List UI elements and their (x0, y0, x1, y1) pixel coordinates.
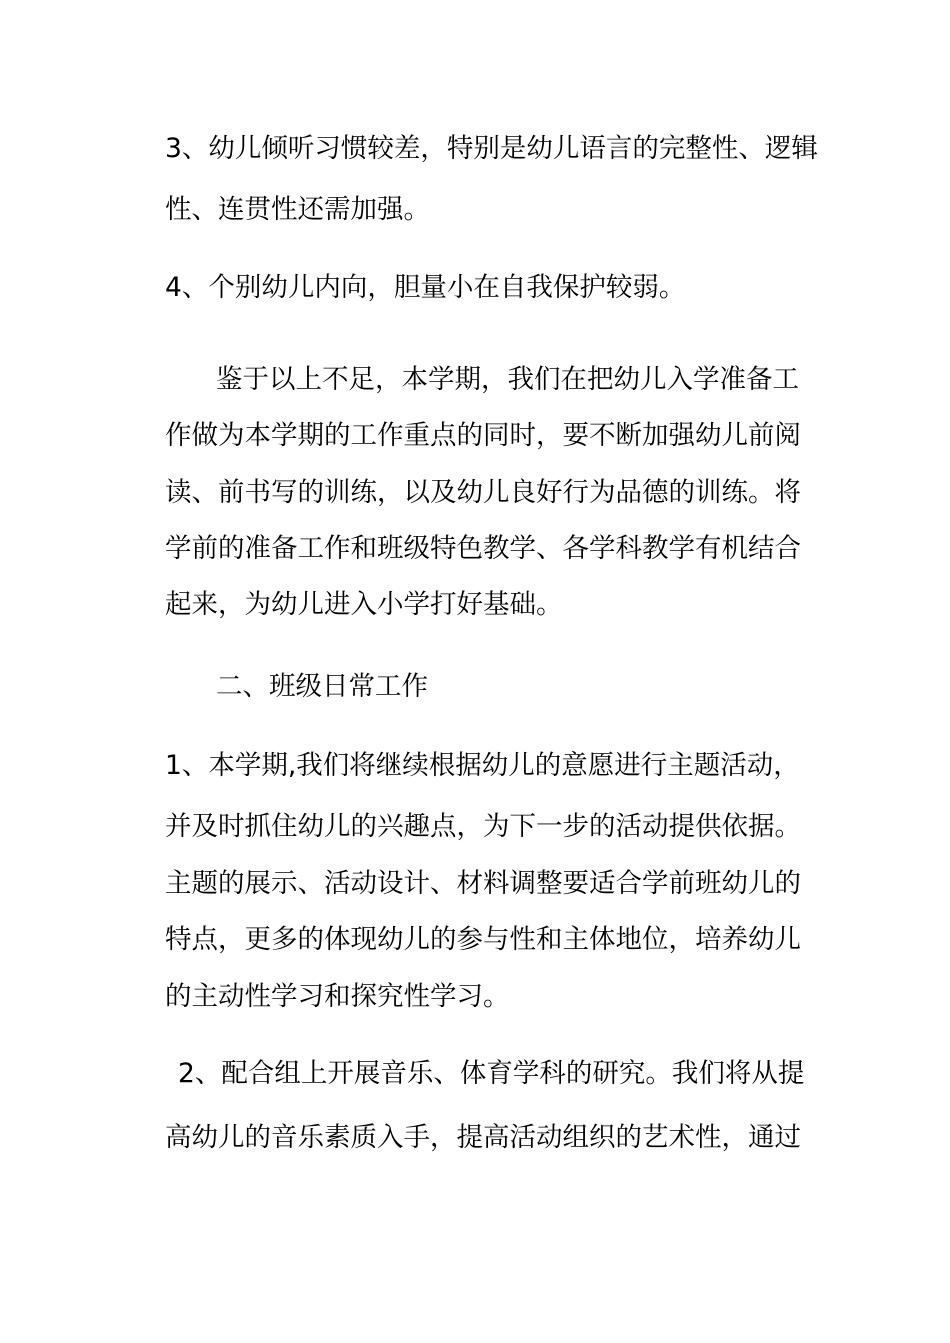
paragraph-item3-line1: 3、幼儿倾听习惯较差，特别是幼儿语言的完整性、逻辑 (165, 133, 818, 164)
daily2-line1: 2、配合组上开展音乐、体育学科的研究。我们将从提 (178, 1058, 805, 1089)
daily1-line4: 特点，更多的体现幼儿的参与性和主体地位，培养幼儿 (165, 924, 801, 955)
section-heading: 二、班级日常工作 (216, 671, 428, 702)
paragraph-item4: 4、个别幼儿内向，胆量小在自我保护较弱。 (165, 272, 686, 303)
paragraph-item3-line2: 性、连贯性还需加强。 (165, 194, 430, 225)
summary-line5: 起来，为幼儿进入小学打好基础。 (165, 589, 563, 620)
summary-line2: 作做为本学期的工作重点的同时，要不断加强幼儿前阅 (165, 420, 801, 451)
daily2-line2: 高幼儿的音乐素质入手，提高活动组织的艺术性，通过 (165, 1122, 801, 1153)
summary-line1: 鉴于以上不足，本学期，我们在把幼儿入学准备工 (216, 364, 799, 395)
daily1-line2: 并及时抓住幼儿的兴趣点，为下一步的活动提供依据。 (165, 811, 801, 842)
daily1-line1: 1、本学期,我们将继续根据幼儿的意愿进行主题活动， (165, 750, 800, 781)
daily1-line3: 主题的展示、活动设计、材料调整要适合学前班幼儿的 (165, 868, 801, 899)
summary-line4: 学前的准备工作和班级特色教学、各学科教学有机结合 (165, 533, 801, 564)
daily1-line5: 的主动性学习和探究性学习。 (165, 981, 510, 1012)
summary-line3: 读、前书写的训练，以及幼儿良好行为品德的训练。将 (165, 477, 801, 508)
